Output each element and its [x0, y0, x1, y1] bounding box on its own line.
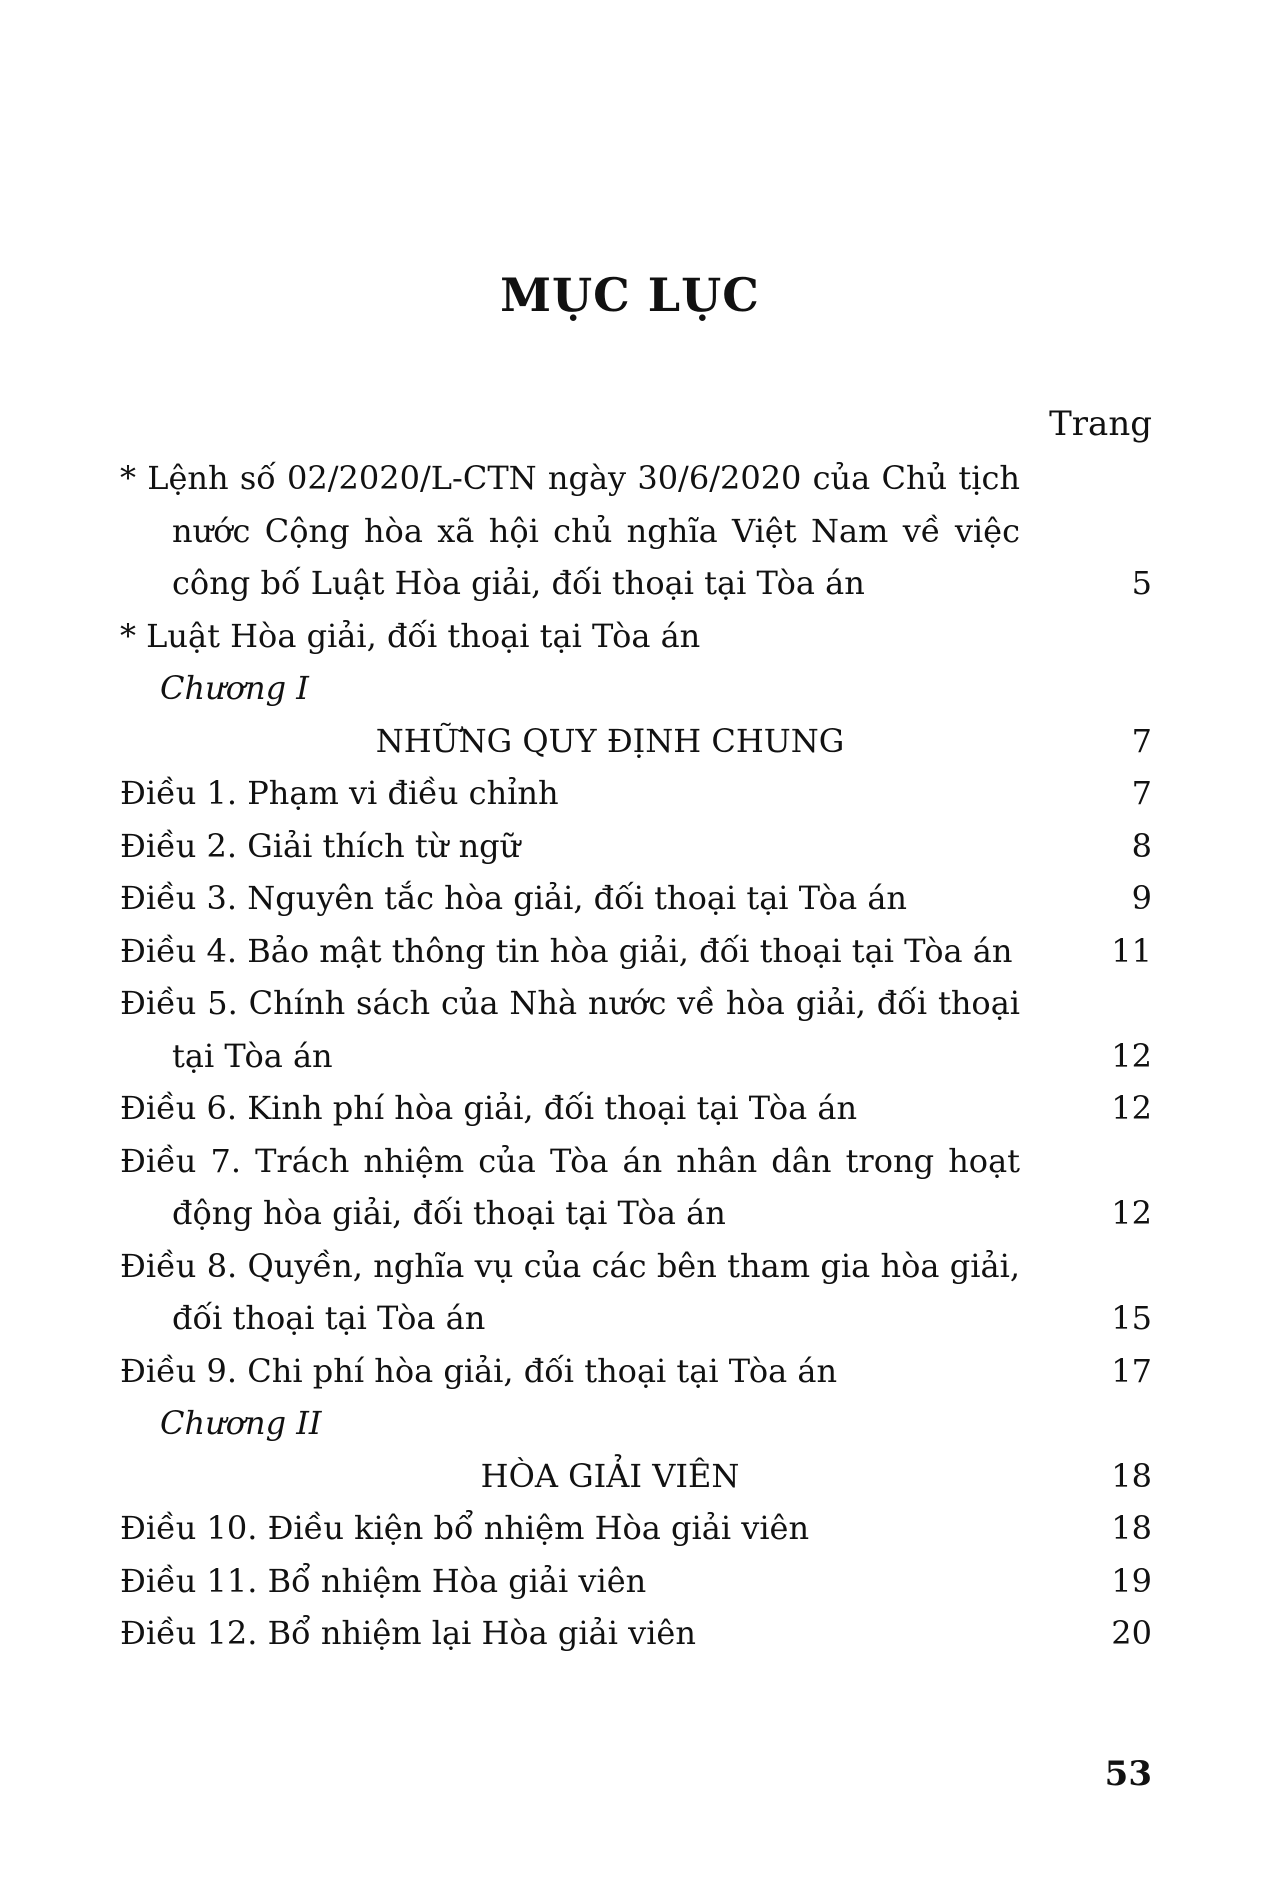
- toc-entry-page: 17: [1111, 1351, 1152, 1390]
- toc-entry: [120, 1240, 1152, 1345]
- toc-entry: [120, 1135, 1152, 1240]
- toc-entry-page: 20: [1111, 1614, 1152, 1652]
- toc-entry: [120, 820, 1152, 873]
- toc-entry-page: 9: [1131, 879, 1152, 917]
- toc-entry-text: Điều 6. Kinh phí hòa giải, đối thoại tại Tòa án: [120, 1089, 858, 1127]
- toc-entry-text: Điều 12. Bổ nhiệm lại Hòa giải viên: [120, 1614, 696, 1652]
- toc-chapter-title: [120, 1450, 1152, 1503]
- toc-entry-text: Điều 11. Bổ nhiệm Hòa giải viên: [120, 1561, 647, 1600]
- toc-entry-text: Điều 7. Trách nhiệm của Tòa án nhân dân trong hoạt động hòa giải, đối thoại tại Tòa án: [120, 1141, 1020, 1232]
- toc-entry-page: 15: [1111, 1299, 1152, 1337]
- toc-entry: [120, 1607, 1152, 1660]
- toc-chapter-label: [120, 662, 1152, 715]
- toc-entry: [120, 1345, 1152, 1398]
- toc-entry-text: HÒA GIẢI VIÊN: [480, 1456, 740, 1495]
- page-number: 53: [1104, 1754, 1152, 1794]
- toc-entry-page: 11: [1111, 931, 1152, 970]
- toc-entry-text: Điều 1. Phạm vi điều chỉnh: [120, 774, 559, 812]
- toc-entry-page: 12: [1111, 1194, 1152, 1232]
- toc-entry-page: 12: [1111, 1089, 1152, 1127]
- toc-entry-text: * Lệnh số 02/2020/L-CTN ngày 30/6/2020 của Chủ tịch nước Cộng hòa xã hội chủ nghĩa Việt Nam về việc công bố Luật Hòa giải, đối thoại tại Tòa án: [120, 459, 1020, 602]
- toc-entry: [120, 1555, 1152, 1608]
- toc-entry-page: 18: [1111, 1456, 1152, 1495]
- toc-entry-text: Điều 3. Nguyên tắc hòa giải, đối thoại tại Tòa án: [120, 879, 907, 917]
- toc-entry-text: Chương II: [160, 1404, 322, 1442]
- page-column-label: Trang: [1049, 404, 1152, 444]
- page-title: MỤC LỤC: [500, 268, 760, 322]
- toc-entry: [120, 1082, 1152, 1135]
- toc-entry: [120, 925, 1152, 978]
- toc-entry-page: 18: [1111, 1509, 1152, 1547]
- toc-entry: [120, 977, 1152, 1082]
- toc-entry-text: Điều 10. Điều kiện bổ nhiệm Hòa giải viên: [120, 1509, 810, 1547]
- toc-entry-text: * Luật Hòa giải, đối thoại tại Tòa án: [120, 616, 701, 655]
- toc-entry-page: 7: [1131, 774, 1152, 812]
- toc-entry-page: 12: [1111, 1036, 1152, 1075]
- toc-chapter-title: [120, 715, 1152, 768]
- toc-entry: [120, 452, 1152, 610]
- toc-entry-text: Điều 9. Chi phí hòa giải, đối thoại tại Tòa án: [120, 1351, 838, 1390]
- toc-entry-page: 19: [1111, 1561, 1152, 1600]
- toc-entry: [120, 872, 1152, 925]
- toc-entry-text: NHỮNG QUY ĐỊNH CHUNG: [375, 721, 845, 760]
- toc-chapter-label: [120, 1397, 1152, 1450]
- toc-entry: [120, 767, 1152, 820]
- table-of-contents: [120, 452, 1152, 1660]
- toc-entry-text: Điều 2. Giải thích từ ngữ: [120, 826, 521, 865]
- toc-entry: [120, 1502, 1152, 1555]
- toc-entry-text: Điều 8. Quyền, nghĩa vụ của các bên tham gia hòa giải, đối thoại tại Tòa án: [120, 1246, 1020, 1337]
- toc-entry: [120, 610, 1152, 663]
- toc-entry-page: 7: [1131, 721, 1152, 760]
- toc-entry-page: 5: [1131, 564, 1152, 602]
- toc-entry-text: Điều 5. Chính sách của Nhà nước về hòa giải, đối thoại tại Tòa án: [120, 984, 1020, 1075]
- toc-entry-text: Điều 4. Bảo mật thông tin hòa giải, đối thoại tại Tòa án: [120, 931, 1013, 970]
- toc-entry-text: Chương I: [160, 669, 309, 707]
- toc-entry-page: 8: [1131, 826, 1152, 865]
